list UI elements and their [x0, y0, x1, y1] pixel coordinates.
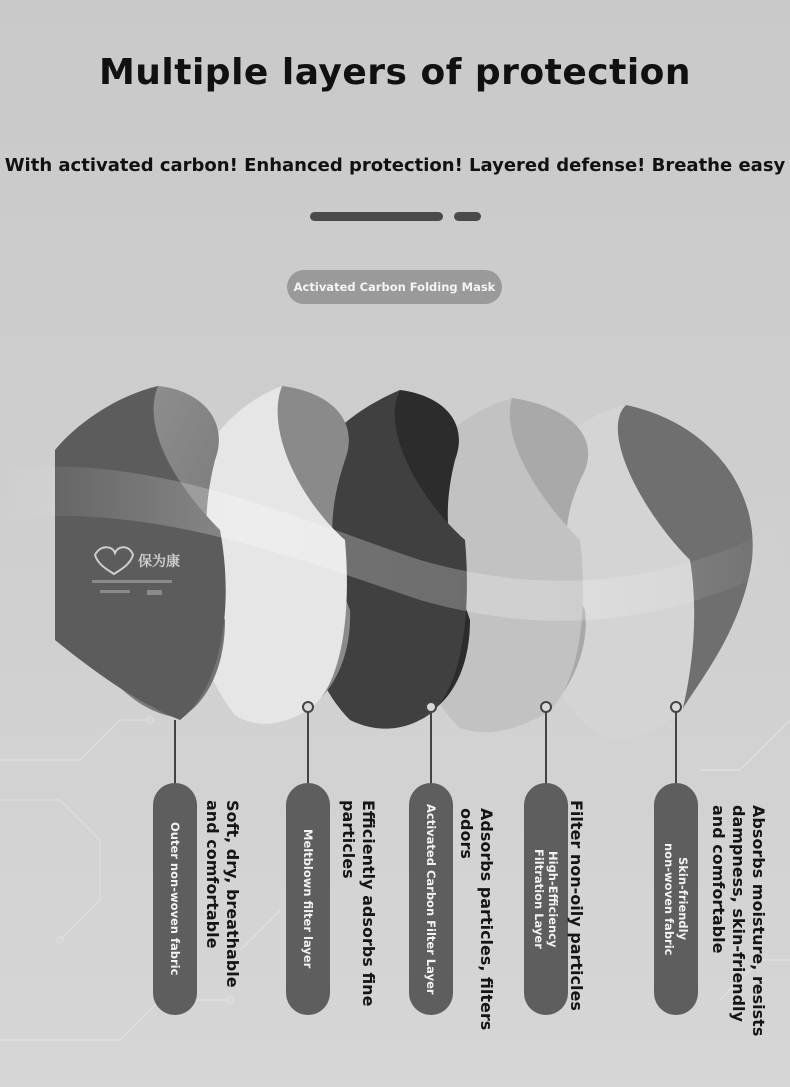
layer-label-text: Meltblown filter layer	[301, 829, 315, 969]
layer-label-text: High-Efficiency Filtration Layer	[532, 849, 560, 949]
layer-description-skin-friendly: Absorbs moisture, resists dampness, skin-friendly and comfortable	[709, 805, 768, 1037]
layer-description-high-efficiency: Filter non-oily particles	[567, 800, 586, 1011]
layer-label-text: Activated Carbon Filter Layer	[424, 803, 438, 995]
svg-text:保为康: 保为康	[138, 554, 180, 570]
layer-description-meltblown: Efficiently adsorbs fine particles	[339, 800, 378, 1007]
layer-label-skin-friendly	[654, 783, 698, 1015]
layer-label-text: Skin-friendly non-woven fabric	[662, 842, 690, 956]
page-title: Multiple layers of protection	[98, 52, 692, 93]
page-subtitle: With activated carbon! Enhanced protection! Layered defense! Breathe easy	[4, 155, 786, 176]
layer-label-high-efficiency	[524, 783, 568, 1015]
layer-label-activated-carbon	[409, 783, 453, 1015]
layer-label-outer	[153, 783, 197, 1015]
layer-label-text: Outer non-woven fabric	[168, 822, 182, 976]
layer-label-meltblown	[286, 783, 330, 1015]
layer-outer-shape	[55, 386, 226, 720]
layer-description-outer: Soft, dry, breathable and comfortable	[203, 800, 242, 988]
product-badge: Activated Carbon Folding Mask	[287, 270, 502, 304]
layer-description-activated-carbon: Adsorbs particles, filters odors	[457, 808, 496, 1031]
